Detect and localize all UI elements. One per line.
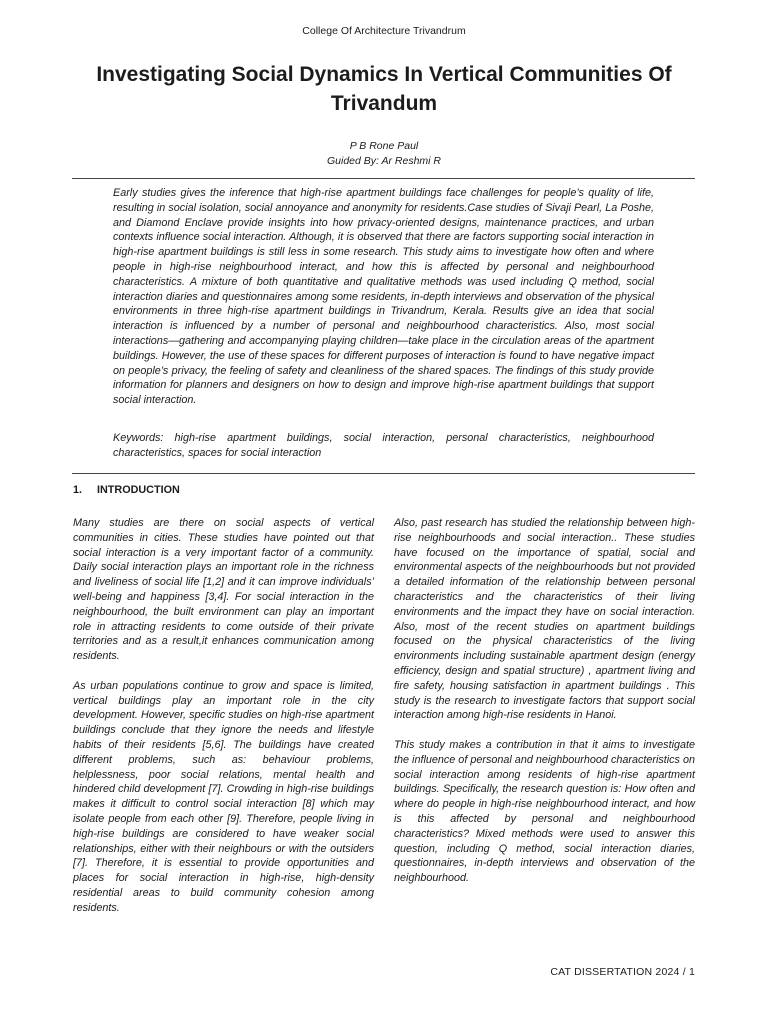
paragraph: Also, past research has studied the relationship between high-rise neighbourhoods and social interaction.. These studies have focused on the importance of spatial, social and environmental aspects of the neighbourhoods but not provided a detailed information of the relationship between personal characteristics and the characteristics of their living environments and the impact they have on social interaction. Also, most of the recent studies on apartment buildings focused on the physical characteristics of the living environments including sustainable apartment design (energy efficiency, design and spatial structure) , apartment living and fire safety, housing satisfaction in apartment buildings . This study is the research to investigate factors that support social interaction among high-rise residents in Hanoi. [394, 517, 695, 722]
divider-bottom [72, 473, 695, 474]
section-heading [73, 484, 180, 496]
page-footer: CAT DISSERTATION 2024 / 1 [550, 966, 695, 978]
paragraph: This study makes a contribution in that it aims to investigate the influence of personal and neighbourhood characteristics on social interaction among residents of high-rise apartment buildings. Specifically, the research question is: How often and where do people in high-rise neighbourhood interact, and how is this affected by personal and neighbourhood characteristics? Mixed methods were used to answer this question, including Q method, social interaction diaries, questionnaires, in-depth interviews and observation of the neighbourhood. [394, 738, 695, 885]
paragraph: Many studies are there on social aspects of vertical communities in cities. These studies have pointed out that social interaction is a very important factor of a community. Daily social interaction plays an important role in the richness and liveliness of social life [1,2] and it can improve individuals’ well-being and happiness [3,4]. For social interaction in the neighbourhood, the built environment can play an important role in attracting residents to come outside of their private territories and as a result,it enhances communication among residents. [73, 517, 374, 663]
section-title: INTRODUCTION [97, 484, 180, 496]
paper-title: Investigating Social Dynamics In Vertical Communities Of Trivandum [96, 63, 672, 115]
abstract: Early studies gives the inference that high-rise apartment buildings face challenges for people’s quality of life, resulting in social isolation, social annoyance and anonymity for residents.Case studies of Sivaji Pearl, La Poshe, and Diamond Enclave provide insights into how privacy-oriented designs, maintenance practices, and urban contexts influence social interaction. Although, it is observed that there are factors supporting social interaction in high-rise apartment buildings is still less in some research. This study aims to investigate how often and where people in high-rise neighbourhood interact, and how this is affected by personal and neighbourhood characteristics. A mixture of both quantitative and qualitative methods was used including Q method, social interaction diaries and questionnaires among some residents, in-depth interviews and observation of the physical environments in three high-rise apartment buildings in Trivandrum, Kerala. Results give an idea that social interaction is influenced by a number of personal and neighbourhood characteristics. Also, most social interactions—gathering and accompanying playing children—take place in the circulation areas of the apartment buildings. However, the use of these spaces for different purposes of interaction is found to have negative impact on people’s privacy, the feeling of safety and cleanliness of the shared spaces. The findings of this study provide information for planners and designers on how to design and improve high-rise apartment buildings that support social interaction. [113, 187, 654, 407]
running-header: College Of Architecture Trivandrum [302, 25, 466, 37]
divider-top [72, 178, 695, 179]
section-number: 1. [73, 484, 83, 496]
right-column [394, 516, 695, 901]
author-name: P B Rone Paul [349, 140, 419, 152]
paragraph: As urban populations continue to grow and space is limited, vertical buildings play an important role in the city development. However, specific studies on high-rise apartment buildings conclude that they ignore the needs and lifestyle habits of their residents [5,6]. The buildings have created different problems, such as: behaviour problems, helplessness, poor social relations, mental health and hindered child development [7]. Crowding in high-rise buildings makes it difficult to control social interaction [8] which may isolate people from each other [9]. Therefore, people living in high-rise buildings are considered to have weaker social relationships, either with their neighbours or with the outsiders [7]. Therefore, it is essential to provide opportunities and places for social interaction in high-rise, high-density residential areas to build community cohesion among residents. [73, 679, 374, 914]
guide-name: Guided By: Ar Reshmi R [327, 155, 441, 167]
left-column [73, 516, 374, 930]
author-block [0, 139, 768, 169]
keywords: Keywords: high-rise apartment buildings, social interaction, personal characteristics, neighbourhood characteristics, spaces for social interaction [113, 432, 654, 459]
